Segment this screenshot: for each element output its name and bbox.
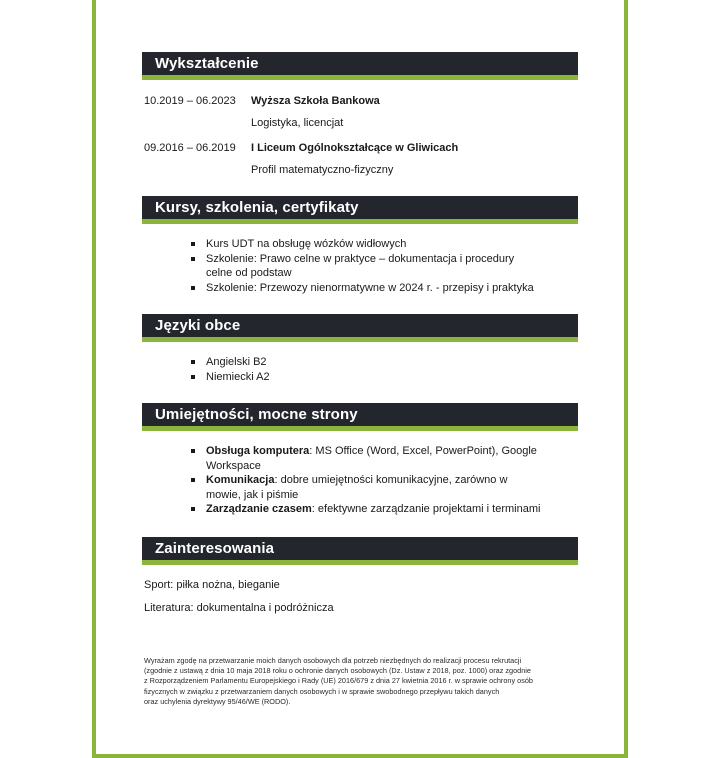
list-item: Komunikacja: dobre umiejętności komunikacyjne, zarówno w mowie, jak i piśmie: [190, 473, 545, 502]
gdpr-consent-clause: Wyrażam zgodę na przetwarzanie moich danych osobowych dla potrzeb niezbędnych do realizacji procesu rekrutacji (zgodnie z ustawą z dnia 10 maja 2018 roku o ochronie danych osobowych (Dz. Ustaw z 2018, poz. 1000) oraz zgodnie z Rozporządzeniem Parlamentu Europejskiego i Rady (UE) 2016/679 z dnia 27 kwietnia 2016 r. w sprawie ochrony osób fizycznych w związku z przetwarzaniem danych osobowych i w sprawie swobodnego przepływu takich danych oraz uchylenia dyrektywy 95/46/WE (RODO).: [144, 656, 533, 706]
bullet-icon: [191, 360, 195, 364]
list-item: Niemiecki A2: [190, 370, 560, 385]
education-dates: 10.2019 – 06.2023: [144, 95, 236, 107]
list-item: Obsługa komputera: MS Office (Word, Excel, PowerPoint), Google Workspace: [190, 444, 545, 473]
section-header-languages: [142, 314, 578, 342]
bullet-icon: [191, 449, 195, 453]
list-item: Kurs UDT na obsługę wózków widłowych: [190, 237, 540, 252]
bullet-icon: [191, 375, 195, 379]
bullet-icon: [191, 286, 195, 290]
bullet-icon: [191, 478, 195, 482]
bullet-icon: [191, 257, 195, 261]
section-header-skills: [142, 403, 578, 431]
section-header-courses: [142, 196, 578, 224]
bullet-icon: [191, 242, 195, 246]
section-title: Umiejętności, mocne strony: [155, 406, 358, 423]
interest-line: Literatura: dokumentalna i podróżnicza: [144, 602, 334, 614]
courses-list: [190, 237, 540, 295]
interest-line: Sport: piłka nożna, bieganie: [144, 579, 280, 591]
section-title: Wykształcenie: [155, 55, 259, 72]
education-dates: 09.2016 – 06.2019: [144, 142, 236, 154]
section-title: Języki obce: [155, 317, 241, 334]
education-detail: Logistyka, licencjat: [251, 117, 344, 129]
list-item: Szkolenie: Prawo celne w praktyce – dokumentacja i procedury celne od podstaw: [190, 252, 540, 281]
section-header-interests: [142, 537, 578, 565]
section-title: Zainteresowania: [155, 540, 275, 557]
list-item: Zarządzanie czasem: efektywne zarządzanie projektami i terminami: [190, 502, 545, 517]
list-item: Szkolenie: Przewozy nienormatywne w 2024 r. - przepisy i praktyka: [190, 281, 540, 296]
education-institution: I Liceum Ogólnokształcące w Gliwicach: [251, 142, 459, 154]
skills-list: [190, 444, 545, 517]
section-title: Kursy, szkolenia, certyfikaty: [155, 199, 359, 216]
languages-list: [190, 355, 560, 384]
section-header-education: [142, 52, 578, 80]
education-detail: Profil matematyczno-fizyczny: [251, 164, 394, 176]
bullet-icon: [191, 507, 195, 511]
education-institution: Wyższa Szkoła Bankowa: [251, 95, 380, 107]
list-item: Angielski B2: [190, 355, 560, 370]
